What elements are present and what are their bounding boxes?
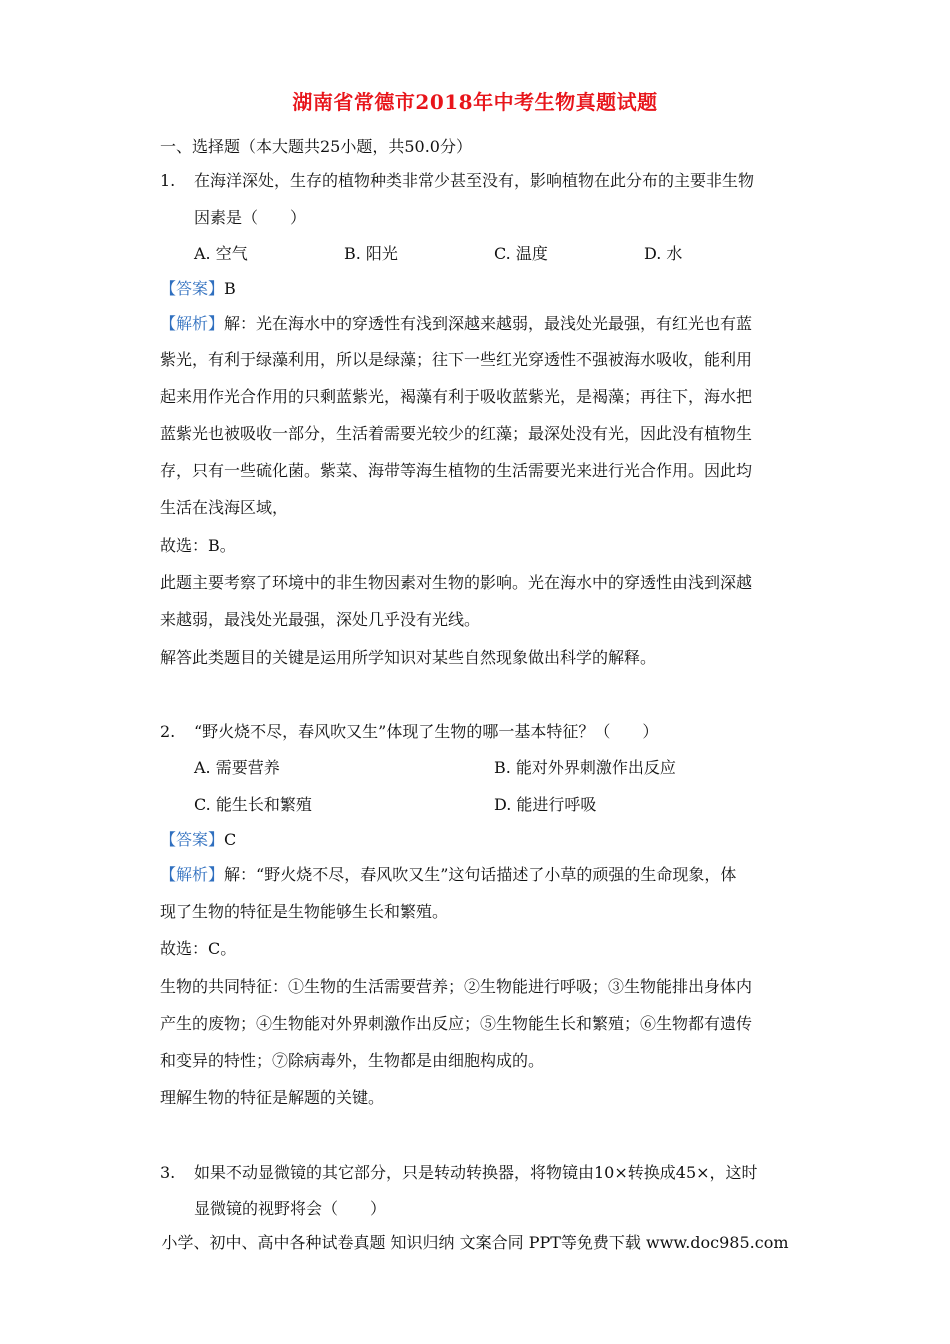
question-2-stem: “野火烧不尽，春风吹又生”体现了生物的哪一基本特征？（ ） bbox=[194, 722, 659, 741]
question-1-stem-line-1: 在海洋深处，生存的植物种类非常少甚至没有，影响植物在此分布的主要非生物 bbox=[194, 171, 755, 190]
question-2-analysis-line-1 bbox=[160, 864, 736, 886]
question-2-note-line-4: 理解生物的特征是解题的关键。 bbox=[160, 1088, 385, 1107]
question-2-option-b: B. 能对外界刺激作出反应 bbox=[494, 758, 676, 777]
question-2-note-line-1: 生物的共同特征：①生物的生活需要营养；②生物能进行呼吸；③生物能排出身体内 bbox=[160, 977, 753, 996]
question-1-option-a: A. 空气 bbox=[194, 244, 248, 263]
question-2-number: 2. bbox=[160, 722, 176, 741]
question-1-analysis-line-5: 存，只有一些硫化菌。紫菜、海带等海生植物的生活需要光来进行光合作用。因此均 bbox=[160, 461, 753, 480]
analysis-tag: 【解析】 bbox=[160, 865, 225, 884]
question-3-stem-line-2: 显微镜的视野将会（ ） bbox=[194, 1199, 387, 1218]
analysis-text: 解：光在海水中的穿透性有浅到深越来越弱，最浅处光最强，有红光也有蓝 bbox=[224, 314, 753, 333]
question-1-analysis-line-4: 蓝紫光也被吸收一部分，生活着需要光较少的红藻；最深处没有光，因此没有植物生 bbox=[160, 424, 753, 443]
question-2-note-line-2: 产生的废物；④生物能对外界刺激作出反应；⑤生物能生长和繁殖；⑥生物都有遗传 bbox=[160, 1014, 753, 1033]
question-2-option-c: C. 能生长和繁殖 bbox=[194, 795, 312, 814]
question-1-choice: 故选：B。 bbox=[160, 536, 236, 555]
page-footer: 小学、初中、高中各种试卷真题 知识归纳 文案合同 PPT等免费下载 www.doc985.com bbox=[161, 1233, 789, 1252]
analysis-tag: 【解析】 bbox=[160, 314, 225, 333]
question-1-note-line-1: 此题主要考察了环境中的非生物因素对生物的影响。光在海水中的穿透性由浅到深越 bbox=[160, 573, 753, 592]
answer-value: B bbox=[224, 279, 236, 298]
question-1-note-line-3: 解答此类题目的关键是运用所学知识对某些自然现象做出科学的解释。 bbox=[160, 648, 657, 667]
answer-tag: 【答案】 bbox=[160, 830, 225, 849]
question-1-answer bbox=[160, 278, 236, 300]
question-3-stem-line-1: 如果不动显微镜的其它部分，只是转动转换器，将物镜由10×转换成45×，这时 bbox=[194, 1163, 758, 1182]
question-2-analysis-line-2: 现了生物的特征是生物能够生长和繁殖。 bbox=[160, 902, 449, 921]
answer-value: C bbox=[224, 830, 237, 849]
question-1-stem-line-2: 因素是（ ） bbox=[194, 208, 307, 227]
document-title: 湖南省常德市2018年中考生物真题试题 bbox=[292, 90, 658, 114]
answer-tag: 【答案】 bbox=[160, 279, 225, 298]
question-1-analysis-line-6: 生活在浅海区域， bbox=[160, 498, 289, 517]
question-1-note-line-2: 来越弱，最浅处光最强，深处几乎没有光线。 bbox=[160, 610, 481, 629]
analysis-text: 解：“野火烧不尽，春风吹又生”这句话描述了小草的顽强的生命现象，体 bbox=[224, 865, 737, 884]
question-1-analysis-line-3: 起来用作光合作用的只剩蓝紫光，褐藻有利于吸收蓝紫光，是褐藻；再往下，海水把 bbox=[160, 387, 753, 406]
section-header: 一、选择题（本大题共25小题，共50.0分） bbox=[160, 137, 472, 156]
question-1-analysis-line-1 bbox=[160, 313, 752, 335]
question-1-option-b: B. 阳光 bbox=[344, 244, 398, 263]
question-2-note-line-3: 和变异的特性；⑦除病毒外，生物都是由细胞构成的。 bbox=[160, 1051, 545, 1070]
question-1-analysis-line-2: 紫光，有利于绿藻利用，所以是绿藻；往下一些红光穿透性不强被海水吸收，能利用 bbox=[160, 350, 753, 369]
question-2-option-d: D. 能进行呼吸 bbox=[494, 795, 597, 814]
question-1-option-d: D. 水 bbox=[644, 244, 683, 263]
question-1-number: 1. bbox=[160, 171, 176, 190]
question-2-choice: 故选：C。 bbox=[160, 939, 237, 958]
question-1-option-c: C. 温度 bbox=[494, 244, 548, 263]
question-2-option-a: A. 需要营养 bbox=[194, 758, 280, 777]
question-3-number: 3. bbox=[160, 1163, 176, 1182]
question-2-answer bbox=[160, 829, 236, 851]
